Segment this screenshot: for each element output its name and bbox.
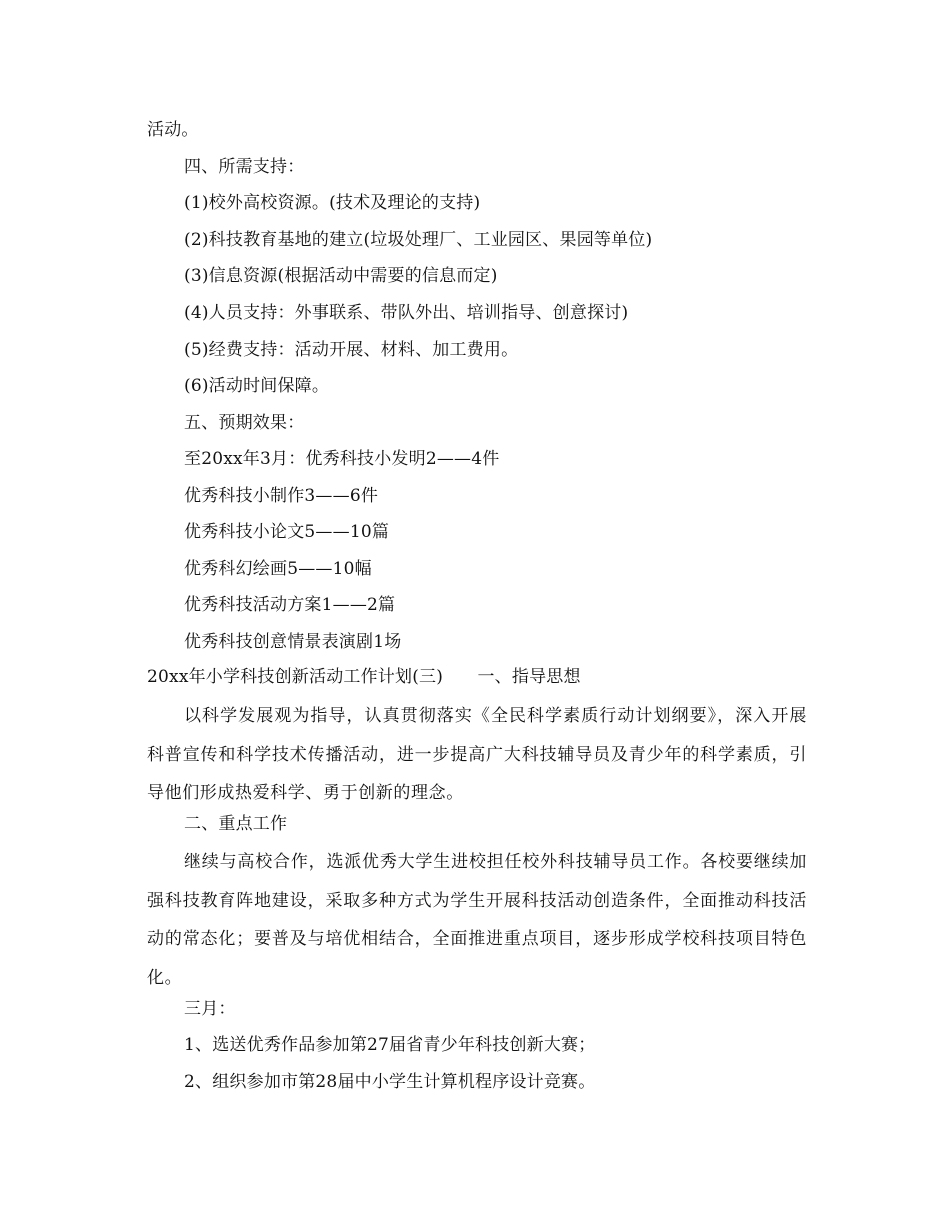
list-item: (2)科技教育基地的建立(垃圾处理厂、工业园区、果园等单位) (184, 230, 653, 250)
list-item: (1)校外高校资源。(技术及理论的支持) (184, 193, 481, 213)
list-item: 优秀科技小论文5——10篇 (184, 522, 390, 542)
paragraph-key-work: 继续与高校合作，选派优秀大学生进校担任校外科技辅导员工作。各校要继续加强科技教育阵地建设，采取多种方式为学生开展科技活动创造条件，全面推动科技活动的常态化；要普及与培优相结合，全面推进重点项目，逐步形成学校科技项目特色化。 (147, 852, 807, 988)
section-heading: 二、重点工作 (184, 814, 288, 834)
list-item: 优秀科技创意情景表演剧1场 (184, 632, 402, 652)
list-item: (3)信息资源(根据活动中需要的信息而定) (184, 266, 498, 286)
section-heading: 三月： (184, 999, 236, 1019)
list-item: (4)人员支持：外事联系、带队外出、培训指导、创意探讨) (184, 303, 629, 323)
list-item: 1、选送优秀作品参加第27届省青少年科技创新大赛； (184, 1035, 596, 1055)
list-item: 2、组织参加市第28届中小学生计算机程序设计竞赛。 (184, 1072, 596, 1092)
list-item: (6)活动时间保障。 (184, 376, 330, 396)
text-line: 活动。 (147, 120, 199, 140)
list-item: (5)经费支持：活动开展、材料、加工费用。 (184, 340, 519, 360)
document-title-line: 20xx年小学科技创新活动工作计划(三) 一、指导思想 (147, 667, 581, 687)
list-item: 优秀科技活动方案1——2篇 (184, 595, 396, 615)
paragraph-guiding-thought: 以科学发展观为指导，认真贯彻落实《全民科学素质行动计划纲要》，深入开展科普宣传和科学技术传播活动，进一步提高广大科技辅导员及青少年的科学素质，引导他们形成热爱科学、勇于创新的理念。 (147, 706, 807, 803)
list-item: 优秀科技小制作3——6件 (184, 486, 379, 506)
list-item: 优秀科幻绘画5——10幅 (184, 559, 372, 579)
section-heading: 四、所需支持： (184, 157, 305, 177)
section-heading: 五、预期效果： (184, 413, 305, 433)
list-item: 至20xx年3月：优秀科技小发明2——4件 (184, 449, 500, 469)
